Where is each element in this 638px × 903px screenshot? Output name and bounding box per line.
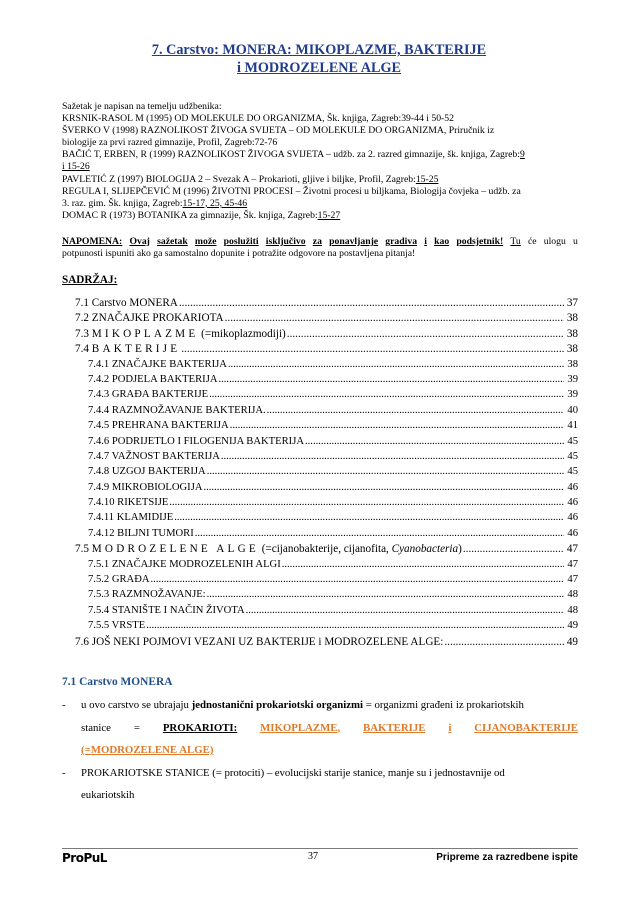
toc-entry-label: 7.5.5 VRSTE [88, 620, 146, 632]
toc-leader [267, 405, 565, 416]
source-3a-text: BAČIĆ T, ERBEN, R (1999) RAZNOLIKOST ŽIVOGA SVIJETA – udžb. za 2. razred gimnazije, šk. knjiga, Zagreb: [62, 149, 520, 161]
bullet-dash: - [62, 699, 66, 711]
source-3a [62, 149, 580, 161]
footer-divider [62, 848, 578, 849]
toc-entry-number: 7.3 [75, 327, 92, 340]
note-word: ulogu [543, 236, 566, 247]
bullet-1-line-3 [81, 739, 578, 762]
toc-entry[interactable] [62, 436, 578, 451]
toc-entry-label [75, 343, 180, 355]
toc-entry-page: 46 [567, 512, 578, 524]
bullet-text [81, 762, 578, 807]
toc-leader [179, 297, 564, 309]
note-word: ponavljanje [329, 236, 379, 247]
note-word: u [572, 236, 578, 247]
source-1: KRSNIK-RASOL M (1995) OD MOLEKULE DO ORGANIZMA, Šk. knjiga, Zagreb:39-44 i 50-52 [62, 113, 454, 125]
toc-entry-page: 45 [567, 450, 578, 462]
toc-entry[interactable] [62, 605, 578, 620]
title-line-1: 7. Carstvo: MONERA: MIKOPLAZME, BAKTERIJE [151, 42, 487, 58]
sources-intro: Sažetak je napisan na temelju udžbenika: [62, 101, 222, 112]
note-word: podsjetnik! [456, 236, 504, 247]
note-word: poslužiti [223, 236, 259, 247]
toc-leader [282, 559, 565, 570]
term-connector: i [448, 721, 452, 734]
footer-page-number: 37 [308, 851, 318, 862]
toc-entry-page: 38 [566, 327, 578, 340]
source-3a-pages: 9 [519, 149, 525, 161]
toc-entry-label: 7.4.12 BILJNI TUMORI [88, 527, 194, 539]
toc-leader [444, 636, 563, 648]
toc-entry-page: 37 [566, 297, 578, 309]
toc-entry-page: 47 [566, 543, 578, 556]
toc-entry[interactable] [62, 482, 578, 497]
note-label: NAPOMENA: [62, 236, 123, 247]
toc-entry-label: 7.4.4 RAZMNOŽAVANJE BAKTERIJA. [88, 404, 266, 416]
note-word: Tu [510, 236, 521, 247]
toc-entry-page: 47 [567, 558, 578, 570]
toc-entry[interactable] [62, 466, 578, 481]
toc-entry-page: 46 [567, 527, 578, 539]
bullet-text [81, 694, 578, 762]
table-of-contents [62, 297, 578, 651]
toc-leader [225, 312, 564, 324]
toc-entry[interactable] [62, 451, 578, 466]
toc-leader [209, 389, 564, 400]
note-word: Ovaj [129, 236, 150, 247]
bold-term: jednostanični prokariotski organizmi [191, 699, 364, 711]
bullet-1-line-1 [81, 694, 578, 717]
toc-entry-page: 49 [566, 635, 578, 648]
toc-entry[interactable] [62, 636, 578, 651]
toc-entry[interactable] [62, 574, 578, 589]
page-title [60, 41, 578, 77]
toc-entry-page: 47 [567, 574, 578, 586]
toc-leader [181, 343, 564, 355]
term-bakterije: BAKTERIJE [363, 721, 426, 734]
toc-entry-label: 7.4.9 MIKROBIOLOGIJA [88, 481, 203, 493]
toc-entry-page: 46 [567, 497, 578, 509]
toc-entry[interactable] [62, 389, 578, 404]
toc-entry-number: 7.4 [75, 343, 92, 356]
toc-entry-page: 46 [567, 481, 578, 493]
toc-entry-label: 7.4.11 KLAMIDIJE [88, 512, 174, 524]
toc-entry[interactable] [62, 620, 578, 635]
toc-entry-label: 7.5.2 GRAĐA [88, 574, 150, 586]
toc-leader [463, 543, 564, 555]
toc-entry-label: 7.2 ZNAČAJKE PROKARIOTA [75, 312, 224, 325]
toc-entry-page: 39 [567, 389, 578, 401]
toc-entry-label [75, 328, 286, 340]
toc-entry[interactable] [62, 405, 578, 420]
note-word: isključivo [265, 236, 306, 247]
toc-leader [169, 497, 564, 508]
toc-entry-label: 7.4.5 PREHRANA BAKTERIJA [88, 420, 229, 432]
note-line-2: potpunosti ispuniti ako ga samostalno dopunite i potražite odgovore na postavljena pitanja! [62, 248, 416, 260]
section-heading: 7.1 Carstvo MONERA [62, 676, 173, 688]
toc-entry-suffix: (=cijanobakterije, cijanofita, [258, 543, 392, 556]
toc-entry-page: 38 [567, 358, 578, 370]
toc-leader [151, 574, 565, 585]
note-block [62, 236, 578, 260]
toc-heading: SADRŽAJ: [62, 274, 118, 286]
term-prokarioti: PROKARIOTI: [162, 721, 238, 734]
toc-entry[interactable] [62, 343, 578, 358]
toc-leader [228, 359, 565, 370]
toc-entry[interactable] [62, 312, 578, 327]
toc-entry[interactable] [62, 589, 578, 604]
toc-leader [146, 620, 564, 631]
bullet-2-line-2: eukariotskih [81, 789, 135, 801]
toc-leader [218, 374, 564, 385]
toc-entry-label: 7.4.7 VAŽNOST BAKTERIJA [88, 450, 220, 462]
text-run: = [133, 721, 140, 734]
note-word: i [424, 236, 427, 247]
toc-entry[interactable] [62, 497, 578, 512]
footer-caption: Pripreme za razredbene ispite [436, 852, 578, 863]
toc-entry-number: 7.5 [75, 543, 92, 556]
bullet-dash: - [62, 766, 66, 779]
term-mikoplazme: MIKOPLAZME, [260, 721, 341, 734]
toc-entry-suffix: (=mikoplazmodiji) [198, 327, 286, 340]
toc-entry-label [75, 543, 462, 555]
source-6a-pages: 15-27 [317, 209, 341, 221]
note-word: gradiva [385, 236, 418, 247]
toc-entry-page: 38 [566, 343, 578, 356]
toc-entry-italic: Cyanobacteria [391, 543, 459, 556]
toc-entry-label: 7.4.8 UZGOJ BAKTERIJA [88, 466, 206, 478]
toc-leader [221, 451, 565, 462]
toc-entry-page: 49 [567, 620, 578, 632]
note-word: za [312, 236, 322, 247]
source-2b: biologije za prvi razred gimnazije, Profil, Zagreb:72-76 [62, 137, 278, 149]
source-3b: i 15-26 [62, 161, 90, 173]
title-line-2: i MODROZELENE ALGE [237, 60, 401, 76]
toc-entry[interactable] [62, 543, 578, 558]
toc-entry-label: 7.4.3 GRAĐA BAKTERIJE [88, 389, 209, 401]
bullet-item [62, 762, 578, 807]
toc-entry-spaced-word: MODROZELENE ALGE [91, 543, 259, 556]
toc-entry-page: 40 [567, 404, 578, 416]
toc-entry[interactable] [62, 528, 578, 543]
toc-leader [246, 605, 565, 616]
toc-leader [174, 512, 564, 523]
note-word: sažetak [157, 236, 188, 247]
term-modrozelene-alge: (=MODROZELENE ALGE) [81, 744, 214, 756]
toc-entry-label: 7.5.3 RAZMNOŽAVANJE: [88, 589, 206, 601]
toc-entry-page: 45 [567, 466, 578, 478]
toc-entry-page: 48 [567, 604, 578, 616]
toc-entry[interactable] [62, 328, 578, 343]
source-5a: REGULA I, SLIJEPČEVIĆ M (1996) ŽIVOTNI PROCESI – Životni procesi u biljkama, Biologija čovjeka – udžb. za [62, 185, 521, 197]
toc-entry-suffix-end: ) [458, 543, 462, 556]
sources-block [62, 101, 580, 222]
source-4a-text: PAVLETIĆ Z (1997) BIOLOGIJA 2 – Svezak A – Prokarioti, gljive i biljke, Profil, Zagreb: [62, 173, 416, 185]
bullet-1-line-2 [81, 717, 578, 740]
source-4a-pages: 15-25 [415, 173, 439, 185]
source-5b-pages: 15-17, 25, 45-46 [182, 197, 248, 209]
toc-leader [207, 466, 565, 477]
note-word: će [527, 236, 537, 247]
section-bullets [62, 694, 578, 807]
toc-entry[interactable] [62, 512, 578, 527]
toc-entry-spaced-word: BAKTERIJE [91, 343, 181, 356]
note-word: može [194, 236, 217, 247]
note-line-1 [62, 236, 578, 248]
footer-logo: ProPuL [62, 851, 107, 865]
text-run: stanice [81, 721, 111, 734]
toc-entry-label: 7.5.1 ZNAČAJKE MODROZELENIH ALGI [88, 558, 281, 570]
toc-leader [287, 328, 564, 340]
bullet-item [62, 694, 578, 762]
toc-entry-label: 7.4.10 RIKETSIJE [88, 497, 169, 509]
source-6a [62, 210, 580, 222]
toc-entry-page: 48 [567, 589, 578, 601]
toc-entry-spaced-word: MIKOPLAZME [91, 327, 199, 340]
toc-entry-label: 7.4.2 PODJELA BAKTERIJA [88, 373, 218, 385]
toc-leader [305, 436, 564, 447]
toc-entry-label: 7.1 Carstvo MONERA [75, 297, 178, 309]
note-word: kao [434, 236, 450, 247]
text-run: = organizmi građeni iz prokariotskih [363, 699, 524, 711]
toc-leader [207, 589, 565, 600]
text-run: u ovo carstvo se ubrajaju [81, 699, 192, 711]
toc-entry-page: 39 [567, 373, 578, 385]
toc-entry[interactable] [62, 297, 578, 312]
toc-entry[interactable] [62, 559, 578, 574]
toc-entry-label: 7.6 JOŠ NEKI POJMOVI VEZANI UZ BAKTERIJE i MODROZELENE ALGE: [75, 635, 444, 648]
toc-entry-label: 7.4.6 PODRIJETLO I FILOGENIJA BAKTERIJA [88, 435, 304, 447]
toc-entry-label: 7.4.1 ZNAČAJKE BAKTERIJA [88, 358, 227, 370]
toc-leader [195, 528, 565, 539]
source-2a: ŠVERKO V (1998) RAZNOLIKOST ŽIVOGA SVIJETA – OD MOLEKULE DO ORGANIZMA, Priručnik iz [62, 125, 495, 137]
toc-entry-label: 7.5.4 STANIŠTE I NAČIN ŽIVOTA [88, 604, 245, 616]
toc-leader [230, 420, 565, 431]
source-5b-text: 3. raz. gim. Šk. knjiga, Zagreb: [62, 197, 183, 209]
source-5b [62, 198, 580, 210]
bullet-2-line-1: PROKARIOTSKE STANICE (= protociti) – evolucijski starije stanice, manje su i jednostavnije od [81, 766, 505, 779]
source-4a [62, 174, 580, 186]
term-cijanobakterije: CIJANOBAKTERIJE [474, 721, 578, 734]
toc-entry[interactable] [62, 359, 578, 374]
source-6a-text: DOMAC R (1973) BOTANIKA za gimnazije, Šk. knjiga, Zagreb: [62, 209, 318, 221]
toc-leader [203, 482, 564, 493]
toc-entry-page: 38 [566, 312, 578, 325]
toc-entry[interactable] [62, 420, 578, 435]
toc-entry[interactable] [62, 374, 578, 389]
toc-entry-page: 41 [567, 420, 578, 432]
toc-entry-page: 45 [567, 435, 578, 447]
